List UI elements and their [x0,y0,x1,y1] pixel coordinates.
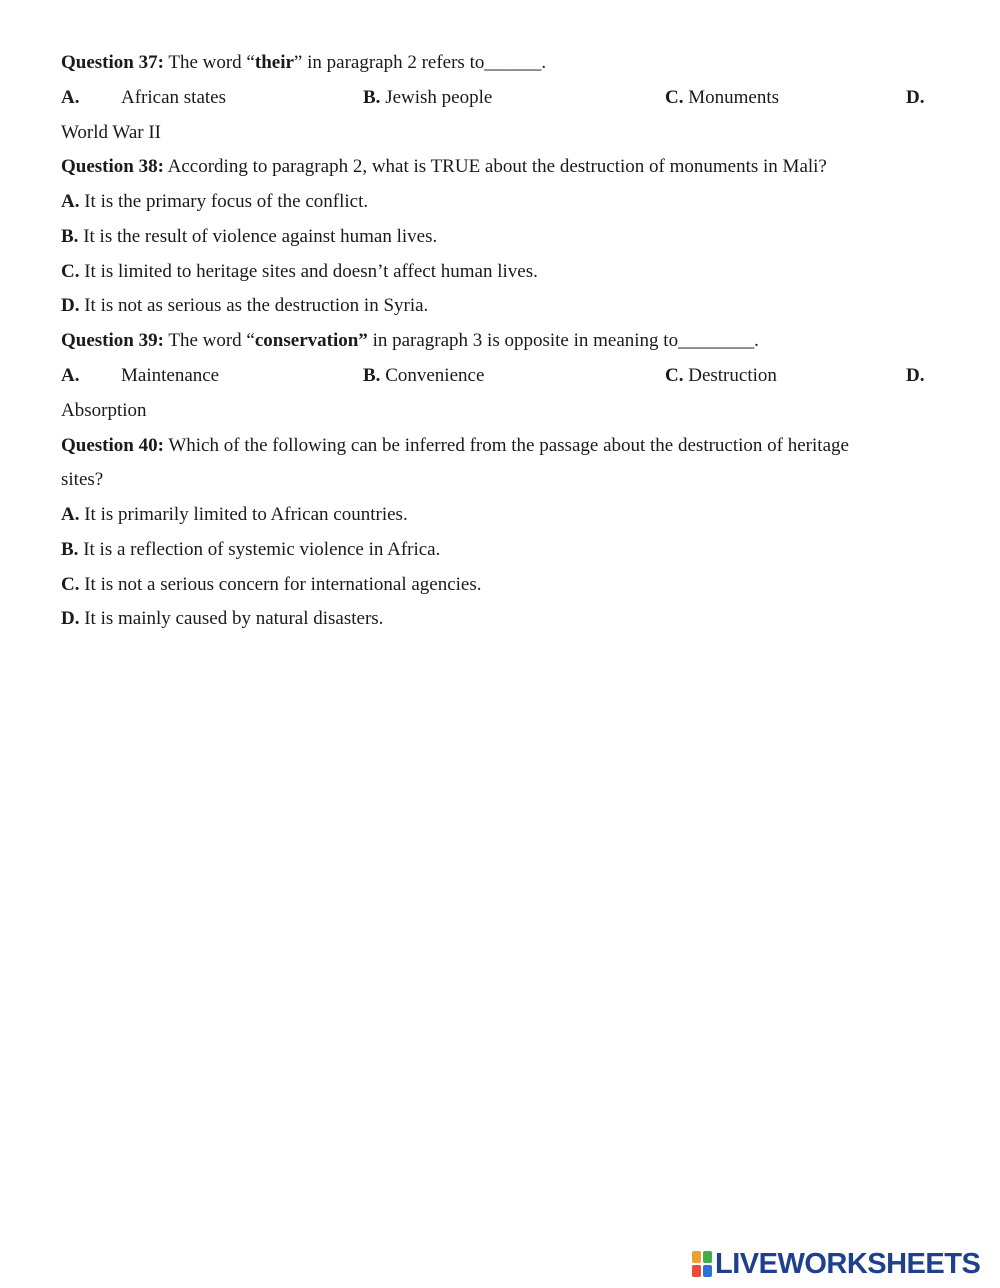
q40-option-a[interactable] [61,505,408,524]
q39-option-a-text: Maintenance [121,365,220,386]
option-letter: C. [665,365,684,386]
option-text: It is limited to heritage sites and doesn’t affect human lives. [79,261,538,282]
option-letter: D. [61,608,80,629]
q39-text-before: The word “ [163,330,255,351]
option-letter: C. [61,574,80,595]
q38-stem [61,157,827,176]
q39-text-after: in paragraph 3 is opposite in meaning to________. [367,330,759,351]
option-text: It is a reflection of systemic violence in Africa. [78,539,441,560]
q39-option-b[interactable] [363,366,484,385]
q38-label: Question 38: [61,156,164,177]
q40-option-d[interactable] [61,609,383,628]
q37-option-c[interactable] [665,88,779,107]
q37-stem [61,53,546,72]
q40-text-line1: Which of the following can be inferred from the passage about the destruction of heritage [163,435,849,456]
q39-option-c[interactable] [665,366,777,385]
q37-label: Question 37: [61,52,164,73]
logo-square-orange [692,1251,701,1263]
q39-option-d-text: Absorption [61,400,147,421]
q38-option-a[interactable] [61,192,368,211]
option-letter: C. [665,87,684,108]
q40-stem-line2: sites? [61,469,104,490]
option-letter: A. [61,87,80,108]
option-text: Monuments [683,87,780,108]
option-text: It is primarily limited to African countries. [79,504,408,525]
logo-square-green [703,1251,712,1263]
q39-stem [61,331,759,350]
option-text: Destruction [683,365,777,386]
option-text: It is not a serious concern for international agencies. [79,574,482,595]
option-letter: A. [61,365,80,386]
q37-option-b[interactable] [363,88,492,107]
q37-text-after: ” in paragraph 2 refers to______. [293,52,547,73]
q39-keyword: conservation” [254,330,368,351]
liveworksheets-logo [692,1249,992,1279]
option-letter: B. [363,365,381,386]
option-text: It is the primary focus of the conflict. [79,191,369,212]
q40-option-c[interactable] [61,575,482,594]
q37-keyword: their [254,52,294,73]
option-letter: B. [61,226,79,247]
option-text: It is mainly caused by natural disasters. [79,608,384,629]
option-letter: C. [61,261,80,282]
q37-option-d[interactable]: D. [906,87,925,108]
q39-option-d[interactable]: D. [906,365,925,386]
option-text: It is the result of violence against human lives. [78,226,438,247]
logo-square-blue [703,1265,712,1277]
q39-label: Question 39: [61,330,164,351]
option-letter: B. [61,539,79,560]
option-text: It is not as serious as the destruction in Syria. [79,295,429,316]
q38-option-d[interactable] [61,296,428,315]
brand-name: LIVEWORKSHEETS [715,1247,981,1280]
option-letter: A. [61,504,80,525]
q38-option-c[interactable] [61,262,538,281]
q40-stem [61,436,849,455]
q38-option-b[interactable] [61,227,437,246]
q37-option-a[interactable] [61,88,79,107]
q37-option-a-text: African states [121,87,226,108]
q37-text-before: The word “ [163,52,255,73]
option-text: Convenience [380,365,485,386]
q39-option-a[interactable] [61,366,79,385]
q40-label: Question 40: [61,435,164,456]
logo-square-red [692,1265,701,1277]
option-letter: A. [61,191,80,212]
option-letter: B. [363,87,381,108]
q40-option-b[interactable] [61,540,440,559]
option-letter: D. [61,295,80,316]
q38-text: According to paragraph 2, what is TRUE about the destruction of monuments in Mali? [163,156,827,177]
q37-option-d-text: World War II [61,122,162,143]
option-text: Jewish people [380,87,493,108]
liveworksheets-logo-icon [692,1251,712,1277]
